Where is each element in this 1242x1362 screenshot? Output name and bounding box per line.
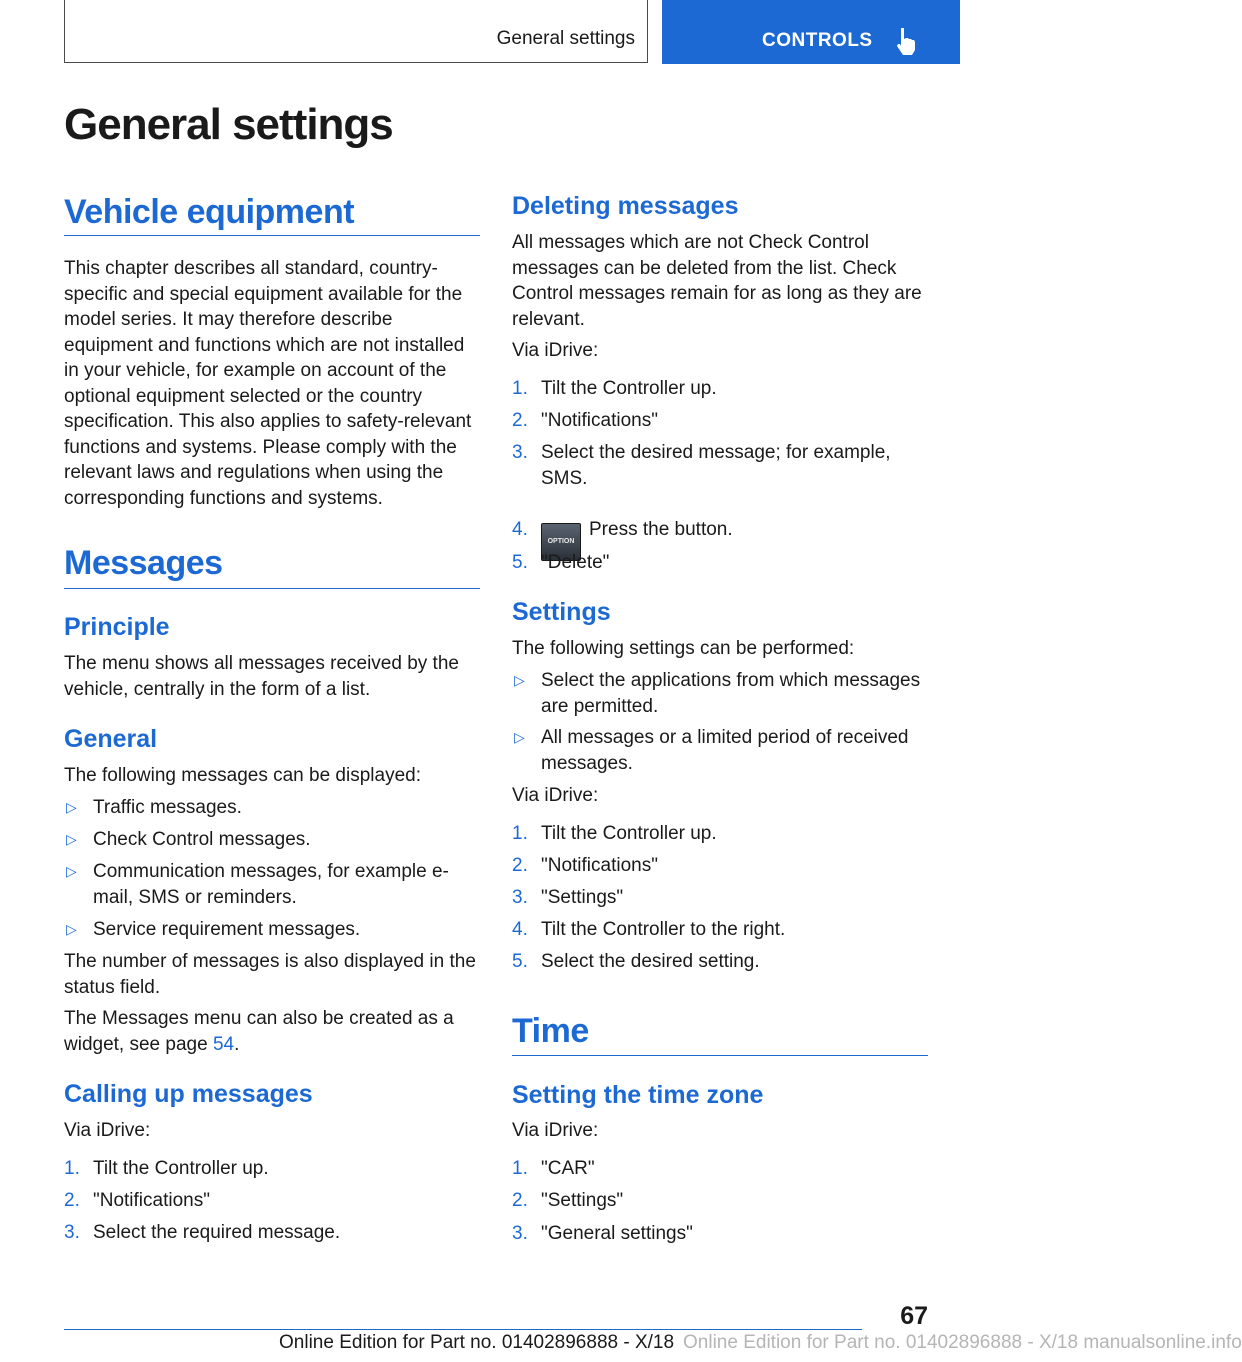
step-number: 2. [64,1190,80,1211]
watermark: Online Edition for Part no. 01402896888 - X/18 manualsonline.info [683,1332,1242,1353]
step-number: 2. [512,1190,528,1211]
step-item: 2. "Notifications" [512,408,928,434]
step-number: 3. [512,1223,528,1244]
step-item: 4. OPTIONPress the button. [512,517,928,561]
step-item: 5. "Delete" [512,550,928,576]
step-item: 2. "Notifications" [512,853,928,879]
bullet-item: ▷ Select the applications from which messages are permitted. [514,670,921,717]
page-number: 67 [900,1302,928,1330]
step-number: 1. [64,1158,80,1179]
triangle-bullet-icon: ▷ [66,831,77,847]
heading-settings: Settings [512,598,611,626]
controls-tab[interactable] [662,0,960,64]
heading-vehicle-equipment: Vehicle equipment [64,193,480,236]
deleting-via: Via iDrive: [512,340,599,361]
triangle-bullet-icon: ▷ [514,672,525,688]
heading-time: Time [512,1012,928,1056]
step-item: 3. Select the desired message; for example, SMS. [512,442,891,489]
step-number: 2. [512,855,528,876]
step-item: 1. Tilt the Controller up. [64,1156,480,1182]
footer-edition-text: Online Edition for Part no. 01402896888 - X/18 [279,1332,675,1353]
triangle-bullet-icon: ▷ [66,863,77,879]
deleting-text: All messages which are not Check Control messages can be deleted from the list. Check Control messages remain for as long as they are relevant. [512,232,922,330]
page-title: General settings [64,100,393,149]
settings-via: Via iDrive: [512,785,599,806]
step-number: 1. [512,378,528,399]
option-button-icon: OPTION [541,523,581,561]
step-number: 5. [512,951,528,972]
bullet-item: ▷ Service requirement messages. [64,917,480,943]
step-number: 2. [512,410,528,431]
step-item: 1. Tilt the Controller up. [512,376,928,402]
settings-intro: The following settings can be performed: [512,638,855,659]
step-item: 1. Tilt the Controller up. [512,821,928,847]
step-item: 3. "Settings" [512,885,928,911]
step-number: 1. [512,823,528,844]
heading-messages: Messages [64,544,480,589]
bullet-item: ▷ All messages or a limited period of received messages. [514,727,909,774]
header-section-title: General settings [496,28,635,49]
step-number: 3. [512,887,528,908]
footer-divider [64,1329,862,1330]
heading-setting-time-zone: Setting the time zone [512,1081,764,1109]
principle-text: The menu shows all messages received by the vehicle, centrally in the form of a list. [64,653,459,700]
triangle-bullet-icon: ▷ [66,799,77,815]
vehicle-equipment-text: This chapter describes all standard, country-specific and special equipment available for the model series. It may therefore describe equipment and functions which are not installed in your vehicle, for example on account of the optional equipment selected or the country specification. This also applies to safety-relevant functions and systems. Please comply with the relevant laws and regulations when using the corresponding functions and systems. [64,258,472,509]
step-number: 4. [512,919,528,940]
page-link-54[interactable]: 54 [212,1033,235,1055]
general-note-widget: The Messages menu can also be created as a widget, see page 54. [64,1008,454,1055]
step-item: 5. Select the desired setting. [512,949,928,975]
time-zone-via: Via iDrive: [512,1120,599,1141]
triangle-bullet-icon: ▷ [514,729,525,745]
controls-tab-label: CONTROLS [762,30,873,51]
bullet-item: ▷ Traffic messages. [64,795,480,821]
step-number: 3. [512,442,528,463]
step-number: 3. [64,1222,80,1243]
heading-general: General [64,725,158,753]
step-number: 5. [512,552,528,573]
bullet-item: ▷ Check Control messages. [64,827,480,853]
step-item: 2. "Notifications" [64,1188,480,1214]
step-item: 1. "CAR" [512,1156,928,1182]
bullet-item: ▷ Communication messages, for example e-mail, SMS or reminders. [66,861,449,908]
step-number: 1. [512,1158,528,1179]
general-note-status: The number of messages is also displayed in the status field. [64,951,476,998]
hand-pointer-icon [894,26,920,56]
general-intro: The following messages can be displayed: [64,765,421,786]
step-item: 3. Select the required message. [64,1220,480,1246]
step-number: 4. [512,519,528,540]
triangle-bullet-icon: ▷ [66,921,77,937]
heading-deleting-messages: Deleting messages [512,192,739,220]
step-item: 2. "Settings" [512,1188,928,1214]
step-item: 3. "General settings" [512,1221,928,1247]
calling-up-via: Via iDrive: [64,1120,151,1141]
heading-calling-up-messages: Calling up messages [64,1080,313,1108]
heading-principle: Principle [64,613,170,641]
step-item: 4. Tilt the Controller to the right. [512,917,928,943]
